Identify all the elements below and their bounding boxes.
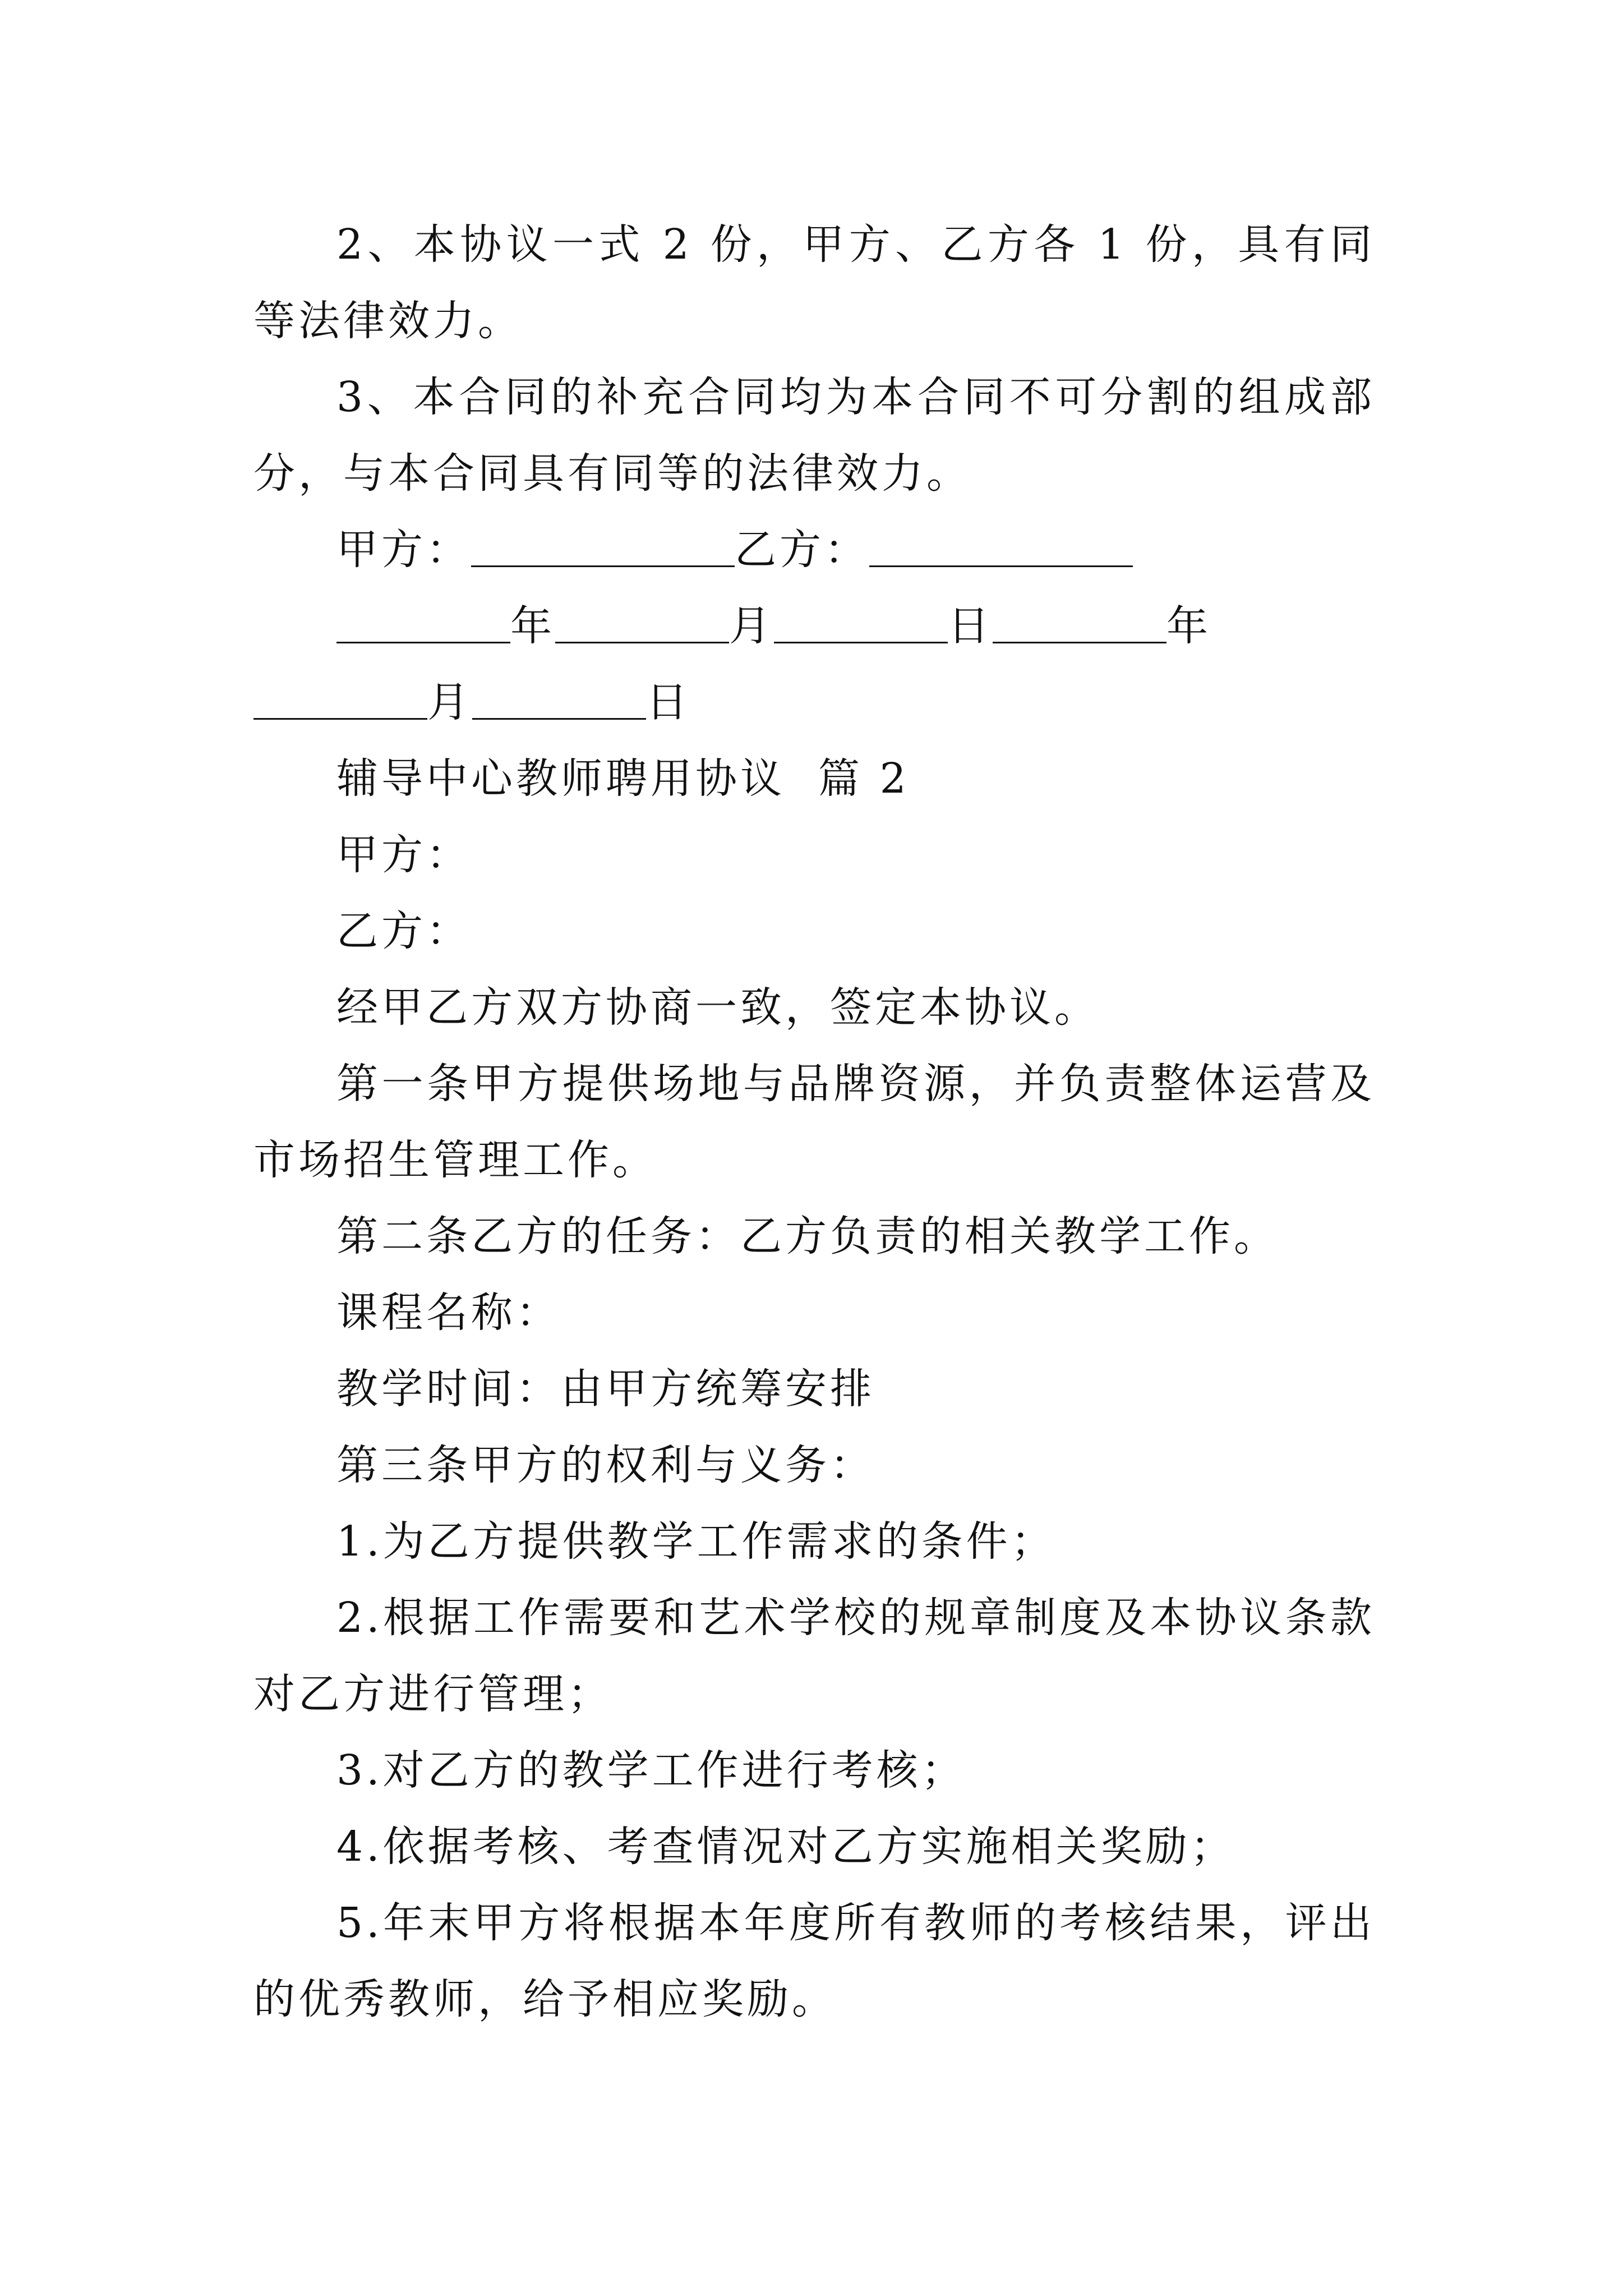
year-label: 年 (1166, 602, 1211, 650)
date-blank (253, 682, 427, 720)
list-item: 3.对乙方的教学工作进行考核； (336, 1746, 966, 1795)
section-title: 辅导中心教师聘用协议 篇 2 (336, 754, 910, 803)
month-label: 月 (427, 678, 472, 726)
date-blank (472, 682, 646, 720)
article-2: 第二条乙方的任务：乙方负责的相关教学工作。 (336, 1212, 1279, 1260)
date-blank (993, 606, 1166, 643)
intro-paragraph: 经甲乙方双方协商一致，签定本协议。 (336, 983, 1099, 1032)
article-3: 第三条甲方的权利与义务： (336, 1441, 875, 1489)
signature-line (253, 512, 1375, 588)
article-1: 第一条甲方提供场地与品牌资源，并负责整体运营及市场招生管理工作。 (253, 1060, 1375, 1184)
list-item: 4.依据考核、考查情况对乙方实施相关奖励； (336, 1823, 1235, 1871)
party-a-signature-blank (471, 530, 735, 567)
party-b-signature-label: 乙方： (735, 526, 869, 574)
date-line (253, 588, 1375, 740)
month-label: 月 (729, 602, 774, 650)
year-label: 年 (510, 602, 555, 650)
date-blank (555, 606, 729, 643)
date-blank (774, 606, 948, 643)
list-item: 5.年末甲方将根据本年度所有教师的考核结果，评出的优秀教师，给予相应奖励。 (253, 1899, 1375, 2023)
day-label: 日 (646, 678, 691, 726)
party-b-signature-blank (869, 530, 1133, 567)
paragraph-supplement: 3、本合同的补充合同均为本合同不可分割的组成部分，与本合同具有同等的法律效力。 (253, 373, 1375, 498)
day-label: 日 (948, 602, 993, 650)
party-a-label: 甲方： (336, 831, 471, 879)
teaching-time: 教学时间：由甲方统筹安排 (336, 1365, 875, 1413)
document-body (253, 206, 1375, 2037)
paragraph-copies: 2、本协议一式 2 份，甲方、乙方各 1 份，具有同等法律效力。 (253, 220, 1375, 345)
date-blank (336, 606, 510, 643)
course-name: 课程名称： (336, 1289, 561, 1337)
list-item: 2.根据工作需要和艺术学校的规章制度及本协议条款对乙方进行管理； (253, 1594, 1375, 1718)
list-item: 1.为乙方提供教学工作需求的条件； (336, 1517, 1056, 1566)
party-b-label: 乙方： (336, 907, 471, 955)
party-a-signature-label: 甲方： (336, 526, 471, 574)
